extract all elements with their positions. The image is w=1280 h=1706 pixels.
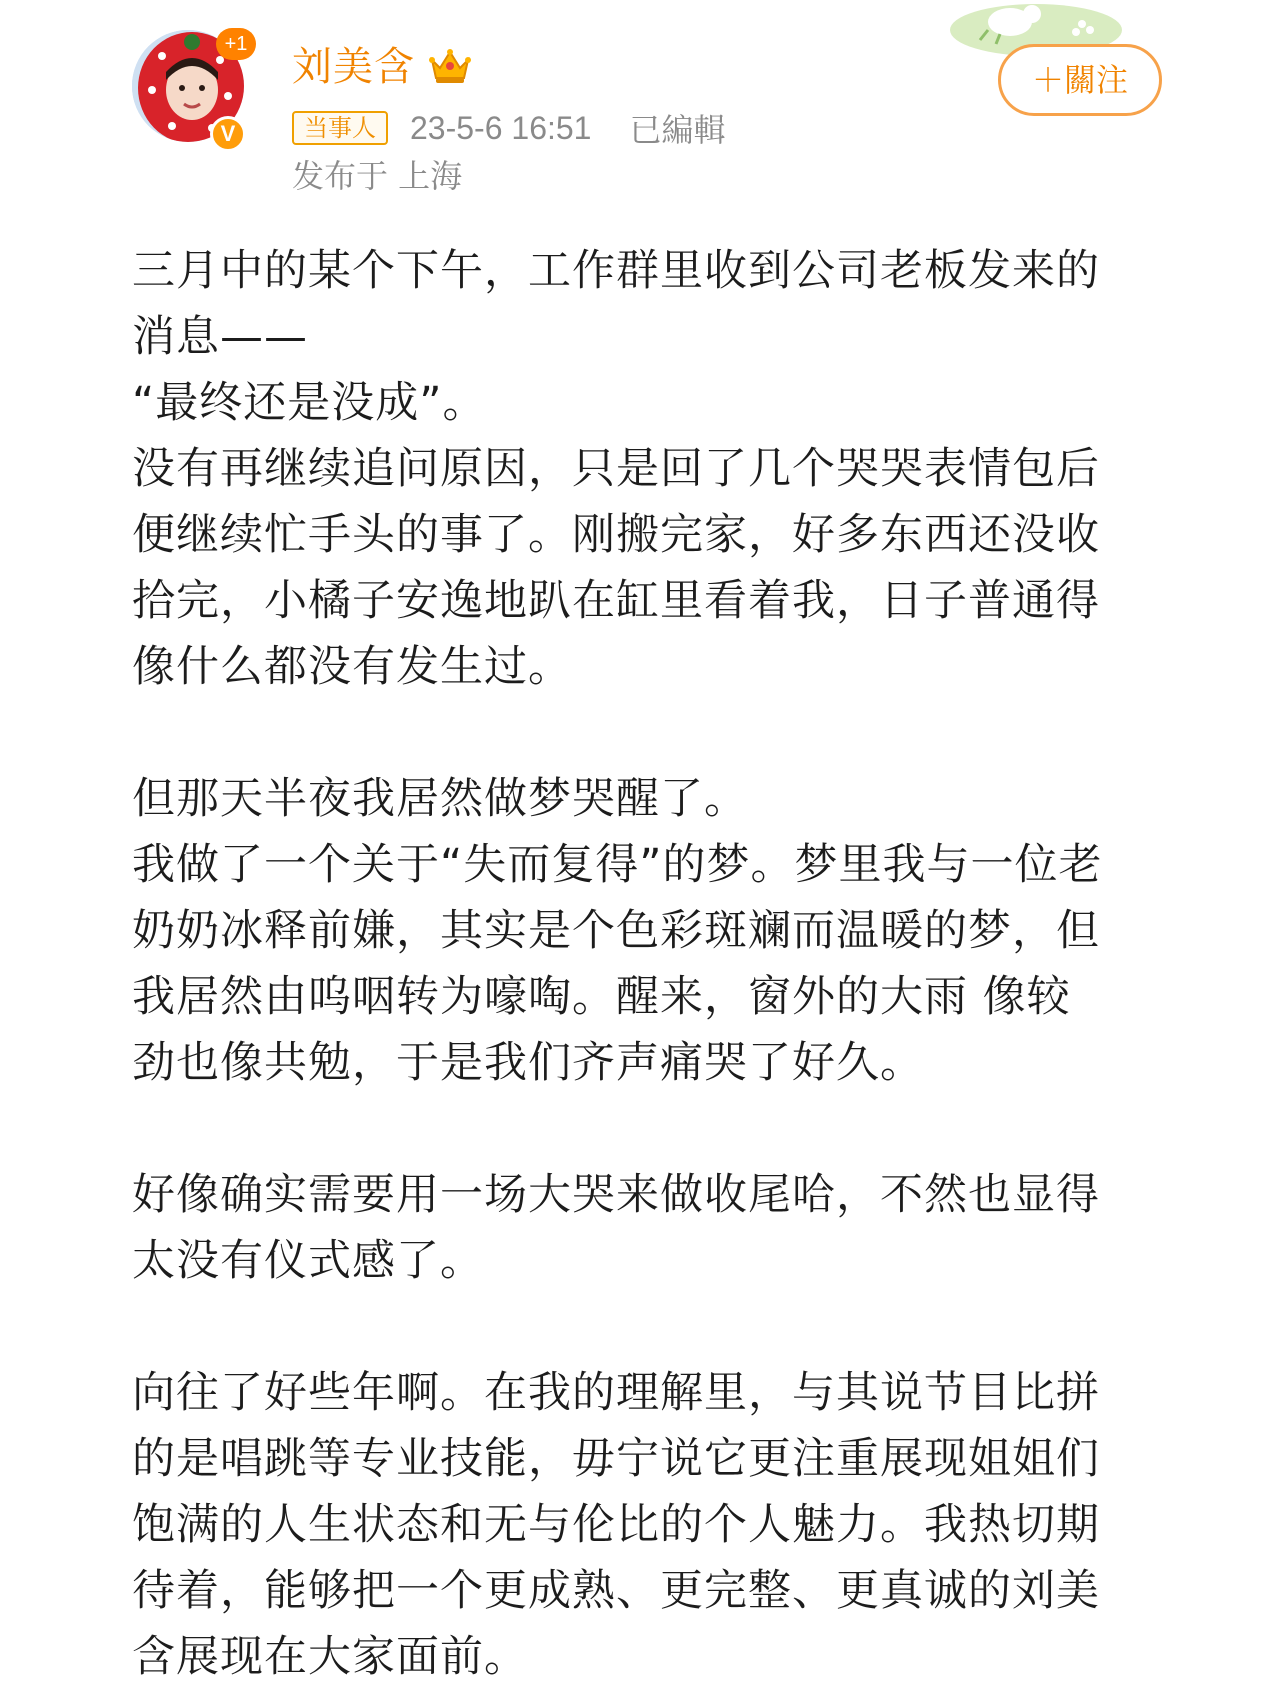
notification-badge: +1: [216, 28, 256, 60]
post-paragraph: 三月中的某个下午，工作群里收到公司老板发来的 消息—— “最终还是没成”。 没有再继续追问原因，只是回了几个哭哭表情包后 便继续忙手头的事了。刚搬完家，好多东西还没收 拾完，小橘子安逸地趴在缸里看着我，日子普通得 像什么都没有发生过。: [132, 246, 1100, 692]
post-paragraph: 好像确实需要用一场大哭来做收尾哈，不然也显得 太没有仪式感了。: [132, 1170, 1100, 1286]
post-paragraph: 但那天半夜我居然做梦哭醒了。 我做了一个关于“失而复得”的梦。梦里我与一位老 奶奶冰释前嫌，其实是个色彩斑斓而温暖的梦，但 我居然由呜咽转为嚎啕。醒来，窗外的大雨 像较 劲也像共勉，于是我们齐声痛哭了好久。: [132, 774, 1103, 1088]
post-paragraph: 向往了好些年啊。在我的理解里，与其说节目比拼 的是唱跳等专业技能，毋宁说它更注重展现姐姐们 饱满的人生状态和无与伦比的个人魅力。我热切期 待着，能够把一个更成熟、更完整、更真诚的刘美 含展现在大家面前。: [132, 1368, 1100, 1682]
post-meta: [292, 108, 725, 148]
verified-badge: V: [210, 116, 246, 152]
role-tag: 当事人: [292, 111, 388, 145]
crown-icon: [428, 46, 472, 86]
username[interactable]: 刘美含: [292, 44, 415, 90]
post-location: 发布于 上海: [292, 157, 463, 195]
edited-label[interactable]: 已編輯: [629, 111, 726, 149]
post-header: [0, 0, 1280, 210]
post-timestamp: 23-5-6 16:51: [410, 109, 592, 146]
follow-button[interactable]: ＋關注: [998, 44, 1162, 116]
post-body: [132, 238, 1172, 1690]
